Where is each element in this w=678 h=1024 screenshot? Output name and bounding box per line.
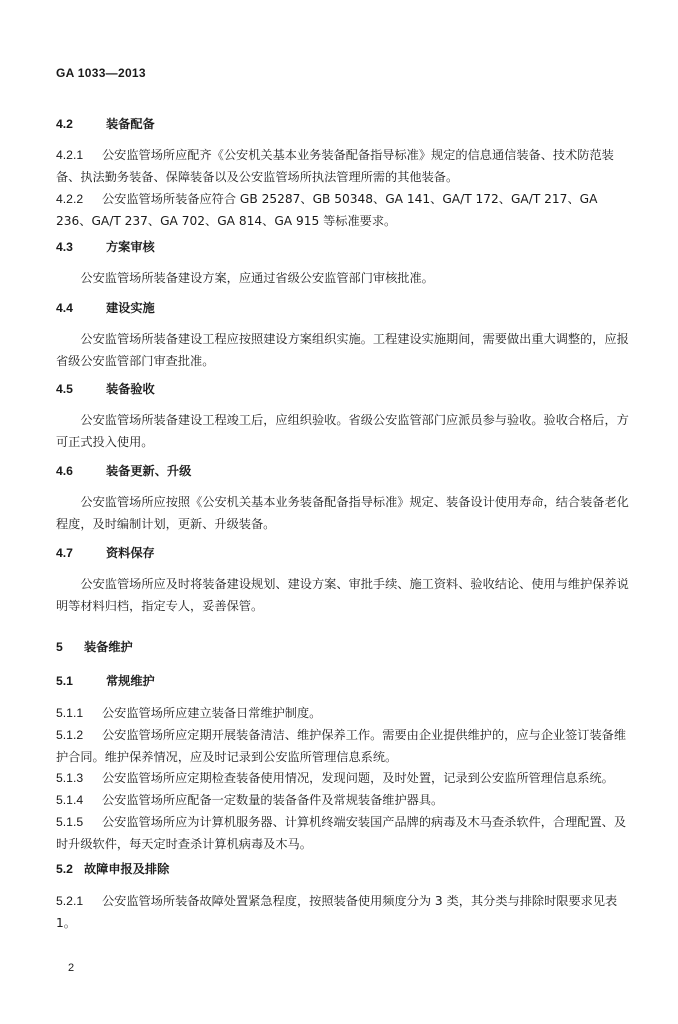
clause-number: 5.1.1 — [56, 706, 84, 720]
section-4-6-heading — [56, 460, 634, 482]
section-5-heading — [56, 636, 634, 658]
clause-text: 公安监管场所应为计算机服务器、计算机终端安装国产品牌的病毒及木马查杀软件，合理配置、及时升级软件，每天定时查杀计算机病毒及木马。 — [56, 815, 627, 851]
section-number: 4.5 — [56, 382, 73, 396]
clause-text: 公安监管场所应定期检查装备使用情况，发现问题，及时处置，记录到公安监所管理信息系统。 — [102, 771, 614, 785]
section-4-4-text: 公安监管场所装备建设工程应按照建设方案组织实施。工程建设实施期间，需要做出重大调整的，应报省级公安监管部门审查批准。 — [56, 332, 629, 368]
section-number: 5.2 — [56, 862, 73, 876]
section-5-1-heading — [56, 670, 634, 692]
clause-5-2-1 — [56, 890, 634, 934]
section-4-7-heading — [56, 542, 634, 564]
clause-number: 5.1.3 — [56, 771, 84, 785]
clause-5-1-3 — [56, 767, 634, 789]
section-4-3-heading — [56, 236, 634, 258]
clause-4-2-2 — [56, 188, 634, 232]
section-number: 4.2 — [56, 117, 73, 131]
clause-5-1-5 — [56, 811, 634, 855]
section-4-5-heading — [56, 378, 634, 400]
clause-text: 公安监管场所应配齐《公安机关基本业务装备配备指导标准》规定的信息通信装备、技术防范装备、执法勤务装备、保障装备以及公安监管场所执法管理所需的其他装备。 — [56, 148, 614, 184]
section-title: 资料保存 — [106, 546, 155, 560]
clause-number: 4.2.1 — [56, 148, 84, 162]
section-title: 常规维护 — [106, 674, 155, 688]
section-title: 装备维护 — [84, 640, 133, 654]
section-number: 5 — [56, 640, 63, 654]
clause-number: 5.1.4 — [56, 793, 84, 807]
standard-code-header: GA 1033—2013 — [56, 66, 146, 80]
section-5-2-heading — [56, 858, 634, 880]
section-4-5-text: 公安监管场所装备建设工程竣工后，应组织验收。省级公安监管部门应派员参与验收。验收合格后，方可正式投入使用。 — [56, 413, 629, 449]
section-4-6-text: 公安监管场所应按照《公安机关基本业务装备配备指导标准》规定、装备设计使用寿命，结合装备老化程度，及时编制计划，更新、升级装备。 — [56, 495, 629, 531]
section-title: 故障申报及排除 — [84, 862, 170, 876]
section-4-2-heading — [56, 113, 634, 135]
clause-4-2-1 — [56, 144, 634, 188]
page-number: 2 — [68, 962, 75, 974]
section-title: 建设实施 — [106, 301, 155, 315]
section-title: 装备配备 — [106, 117, 155, 131]
section-title: 方案审核 — [106, 240, 155, 254]
clause-5-1-2 — [56, 724, 634, 768]
section-number: 4.6 — [56, 464, 73, 478]
clause-number: 5.1.5 — [56, 815, 84, 829]
clause-text: 公安监管场所应配备一定数量的装备备件及常规装备维护器具。 — [102, 793, 444, 807]
section-number: 5.1 — [56, 674, 73, 688]
section-4-4-heading — [56, 297, 634, 319]
clause-text: 公安监管场所应建立装备日常维护制度。 — [102, 706, 322, 720]
section-title: 装备验收 — [106, 382, 155, 396]
clause-text: 公安监管场所应定期开展装备清洁、维护保养工作。需要由企业提供维护的，应与企业签订装备维护合同。维护保养情况，应及时记录到公安监所管理信息系统。 — [56, 728, 627, 764]
section-number: 4.4 — [56, 301, 73, 315]
clause-number: 5.2.1 — [56, 894, 84, 908]
section-4-3-text: 公安监管场所装备建设方案，应通过省级公安监管部门审核批准。 — [80, 271, 434, 285]
clause-text: 公安监管场所装备故障处置紧急程度，按照装备使用频度分为 3 类，其分类与排除时限要求见表 1。 — [56, 894, 618, 930]
section-4-7-text: 公安监管场所应及时将装备建设规划、建设方案、审批手续、施工资料、验收结论、使用与维护保养说明等材料归档，指定专人，妥善保管。 — [56, 577, 629, 613]
clause-5-1-4 — [56, 789, 634, 811]
clause-5-1-1 — [56, 702, 634, 724]
clause-text: 公安监管场所装备应符合 GB 25287、GB 50348、GA 141、GA/T 172、GA/T 217、GA 236、GA/T 237、GA 702、GA 814、GA 915 等标准要求。 — [56, 192, 598, 228]
clause-number: 5.1.2 — [56, 728, 84, 742]
section-number: 4.3 — [56, 240, 73, 254]
clause-number: 4.2.2 — [56, 192, 84, 206]
section-number: 4.7 — [56, 546, 73, 560]
section-title: 装备更新、升级 — [106, 464, 192, 478]
